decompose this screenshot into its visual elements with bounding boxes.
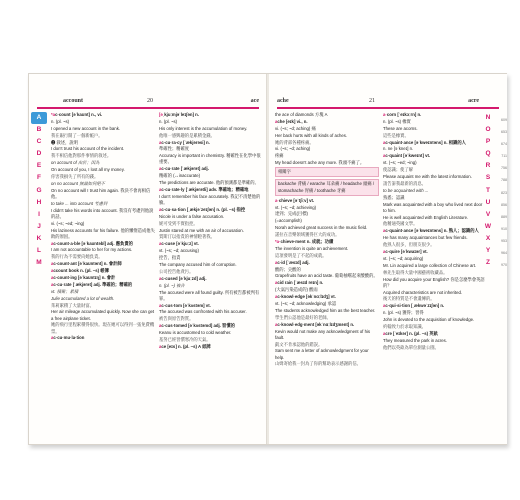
entry-line: (大氣污染造成的) 酸雨 [275, 287, 318, 293]
headword-entry: acid rain [ˈæsɪd reɪn] n. [275, 280, 324, 286]
entry-line: Norah achieved great success in the music field. [275, 225, 368, 231]
right-page [269, 74, 507, 444]
index-page-number: 609 [501, 118, 507, 122]
entry-line: 基努已經習慣寒冷的天氣。 [159, 337, 211, 342]
entry-line: Her back hurts with all kinds of aches. [275, 132, 348, 138]
entry-line: They measured the park in acres. [383, 337, 448, 343]
headword-entry: ac·count·a·ble [əˈkaʊntəbl] adj. 應負責的 [51, 240, 133, 246]
headword-entry: ac·cu·rate [ˈækjərət] adj. 準確的；精確的 [51, 281, 133, 287]
index-letter-d[interactable]: D [36, 150, 42, 158]
entry-line: (=accomplish) [275, 218, 302, 224]
headword-entry: ache [eɪk] vi., n. [275, 118, 308, 124]
index-page-number: 970 [501, 263, 507, 268]
index-letter-l[interactable]: L [37, 247, 41, 255]
index-letter-g[interactable]: G [36, 186, 42, 194]
entry-line: Please acquaint me with the latest information. [383, 174, 472, 180]
entry-line: vi. (~s; ~d; aching) [275, 146, 311, 152]
index-letter-z[interactable]: Z [486, 259, 490, 267]
entry-line: on no account 無論如何絕不 [51, 180, 105, 186]
entry-line: on account of 由於；因為 [51, 160, 100, 166]
entry-line: 請告訴我最新的消息。 [383, 180, 426, 186]
entry-line: On account of you, I lost all my money. [51, 167, 125, 173]
left-page [29, 74, 267, 444]
right-column-2 [383, 112, 485, 438]
headword-entry: ac·quire [əˈkwaɪər] vt. [383, 249, 428, 255]
entry-line: 達到；完成(目標) [275, 211, 308, 217]
entry-line: 她的背部各種疼痛。 [275, 139, 314, 145]
entry-line: These are acorns. [383, 125, 418, 131]
index-page-number: 856 [501, 202, 507, 207]
entry-line: 學生們公認他是最好的老師。 [275, 314, 331, 320]
index-letter-m[interactable]: M [36, 259, 42, 267]
right-guide-word-end: acre [468, 98, 479, 104]
headword-entry: ac·cu·sa·tion [ˌækjəˈzeɪʃən] n. (pl. ~s) 指控 [159, 206, 246, 212]
entry-line: n. (pl. ~s) [159, 118, 178, 124]
entry-line: I don't trust his account of the incident. [51, 146, 125, 152]
headword-entry: *a·chieve·ment n. 成就；功績 [275, 238, 334, 244]
index-letter-o[interactable]: O [485, 126, 491, 134]
related-words-box: backache 背痛 / earache 耳朵痛 / headache 頭痛 / stomachache 胃痛 / toothache 牙痛 [275, 179, 379, 195]
headword-entry: ac·id [ˈæsɪd] adj. [275, 259, 310, 265]
index-letter-b[interactable]: B [36, 126, 42, 134]
entry-line: His laziness accounts for his failure. 他的懶惰造成他失敗的原因。 [51, 227, 155, 239]
entry-line: vt. 積聚；累積 [51, 288, 79, 294]
index-page-number: 653 [501, 130, 507, 135]
index-letter-i[interactable]: I [38, 210, 40, 218]
entry-line: the ace of diamonds 方塊 A [275, 112, 328, 117]
headword-entry: ac·count·ing [əˈkaʊntɪŋ] n. 會計 [51, 274, 116, 280]
alphabet-index-left [31, 112, 47, 269]
right-column-1 [275, 112, 379, 438]
entry-line: 約翰致力於求取知識。 [383, 324, 426, 330]
left-guide-word: account [63, 98, 83, 104]
related-words-box: 相關字 [275, 167, 379, 177]
entry-line: 他熟人很多，但朋友很少。 [383, 242, 435, 248]
headword-entry: ac·cuse [əˈkjuːz] vt. [159, 241, 199, 247]
entry-line: How did you acquire your English? 你是怎麼學會英語的？ [383, 276, 485, 288]
entry-line: 你害我損失了所有的錢。 [51, 174, 99, 180]
entry-line: Mark was acquainted with a boy who lived next door to him. [383, 201, 483, 213]
index-letter-w[interactable]: W [484, 222, 492, 230]
entry-line: The predictions are accurate. 他的預測都是準確的。 [159, 180, 259, 186]
entry-line: 熟悉；認識 [383, 194, 405, 200]
entry-line: His only interest is the accumulation of money. [159, 125, 248, 131]
entry-line: I don't remember his face accurately. 我記不清楚他的臉。 [159, 193, 261, 205]
headword-entry: ac·cus·tomed [əˈkʌstəmd] adj. 習慣的 [159, 323, 235, 329]
headword-entry: ac·cu·rate·ly [ˈækjərətli] adv. 準確地；精確地 [159, 187, 249, 192]
headword-entry: [əˌkjuːmjəˈleɪʃən] n. [159, 112, 199, 117]
index-letter-a[interactable]: A [31, 112, 47, 124]
entry-line: 我在銀行開了一個新帳戶。 [51, 132, 103, 138]
headword-entry: ac·cused [əˈkjuːzd] adj. [159, 275, 207, 281]
entry-line: to take ... into account 考慮到 [51, 200, 108, 206]
entry-line: n. (pl. ~s) [51, 118, 70, 124]
entry-line: 他唯一感興趣的是累積金錢。 [159, 132, 215, 138]
headword-entry: ace [eɪs] n. (pl. ~s) A 紙牌 [159, 343, 211, 349]
index-page-number: 889 [501, 214, 507, 219]
entry-line: vi. (~s; ~d; aching) 痛 [275, 125, 316, 131]
entry-line: Kevin would not make any acknowledgment of his fault. [275, 328, 371, 340]
entry-line: 被告與原告對質。 [159, 316, 194, 322]
entry-line: The students acknowledged him as the best teacher. [275, 307, 376, 313]
index-letter-x[interactable]: X [485, 234, 491, 242]
entry-line: 賈斯汀以指責的神情瞪著我。 [159, 234, 215, 240]
entry-line: 疼痛 [275, 153, 284, 159]
entry-line: He has many acquaintances but few friends. [383, 235, 468, 241]
index-letter-p[interactable]: P [485, 138, 491, 146]
index-page-number: 756 [501, 166, 507, 171]
entry-line: vt. (~s; ~d; acknowledging) 承認 [275, 300, 337, 306]
left-page-header [37, 98, 259, 108]
headword-entry: a·corn [ˈeɪkɔːrn] n. [383, 112, 422, 117]
entry-line: vt. (~s; ~ed; ~ing) [383, 160, 417, 166]
entry-line: 他精通英國文學。 [383, 221, 418, 227]
entry-line: I didn't take his words into account. 我沒有考慮到他說的話。 [51, 207, 154, 219]
entry-line: 山姆寄給我一封為了你的幫助表示感謝的信。 [275, 361, 361, 367]
headword-entry: ac·cus·tom [əˈkʌstəm] vt. [159, 302, 211, 308]
right-page-number: 21 [369, 98, 375, 104]
entry-line: 諾拉在音樂領域獲得巨大的成功。 [275, 232, 340, 238]
left-column-2 [159, 112, 263, 438]
left-guide-word-end: ace [250, 98, 259, 104]
entry-line: 我不相信他對那件事情的敘述。 [51, 153, 112, 159]
header-rule [37, 107, 259, 109]
right-page-header [277, 98, 499, 108]
right-guide-word: ache [277, 98, 289, 104]
entry-line: The invention is quite an achievement. [275, 245, 349, 251]
entry-line: Grapefruits have an acid taste. 葡萄柚嚐起來酸酸的。 [275, 273, 378, 279]
entry-line: 妮可受到不實指控。 [159, 220, 198, 226]
entry-line: 我的行為不需要向她負責。 [51, 254, 103, 260]
headword-entry: ac·count·ant [əˈkaʊntənt] n. 會計師 [51, 261, 122, 267]
index-letter-y[interactable]: Y [485, 247, 491, 255]
entry-line: 他們以英畝為單位測量公園。 [383, 344, 439, 350]
entry-line: Keanu is accustomed to cold weather. [159, 330, 232, 336]
index-page-number: 823 [501, 190, 507, 195]
left-column-1 [51, 112, 155, 438]
entry-line: 使認識；使了解 [383, 167, 414, 173]
index-letter-f[interactable]: F [37, 174, 41, 182]
headword-entry: ac·qui·si·tion [ˌækwəˈzɪʃən] n. [383, 303, 445, 309]
entry-line: On no account will I trust him again. 我決不會再相信他。 [51, 187, 151, 199]
entry-line: vt. (~s; ~d; accusing) [159, 248, 199, 254]
headword-entry: ac·quaint [əˈkweɪnt] vt. [383, 153, 431, 159]
headword-entry: a·chieve [əˈtʃiːv] vt. [275, 197, 315, 203]
entry-line: 凱文不肯承認他的錯誤。 [275, 341, 323, 347]
entry-line: I am not accountable to her for my actions. [51, 247, 133, 253]
entry-line: n. ne [əˈkneɪ] n. [383, 146, 414, 152]
dictionary-book [28, 73, 507, 445]
index-letter-u[interactable]: U [485, 198, 491, 206]
entry-line: He is well acquainted with English Literature. [383, 214, 469, 220]
headword-entry: ac·cu·ra·cy [ˈækjərəsi] n. [159, 139, 210, 145]
headword-entry: ac·quaint·ance [əˈkweɪntəns] n. 相識的人 [383, 139, 466, 145]
entry-line: n. (pl. ~s) 橡實 [383, 118, 411, 124]
entry-line: to be acquainted with ... [383, 187, 429, 193]
entry-line: 準確性；精確度 [159, 146, 190, 152]
alphabet-index-right [481, 112, 495, 269]
index-page-number: 711 [501, 154, 507, 159]
entry-line: n. (pl. ~) 被告 [159, 282, 185, 288]
entry-line: Mr. Lin acquired a large collection of Chinese art. [383, 262, 477, 268]
entry-line: vi. (~s; ~ed; ~ing) [51, 220, 85, 226]
index-letter-r[interactable]: R [485, 162, 491, 170]
index-letter-t[interactable]: T [486, 186, 490, 194]
entry-line: Julie accumulated a lot of wealth. [51, 295, 115, 301]
entry-line: The company accused him of corruption. [159, 262, 237, 267]
entry-line: My head doesn't ache any more. 我頭不痛了。 [275, 160, 365, 166]
entry-line: 精確的 (↔inaccurate) [159, 173, 201, 179]
entry-line: 公司控告他貪污。 [159, 268, 194, 274]
index-letter-n[interactable]: N [485, 114, 491, 121]
index-page-number: 910 [501, 226, 507, 231]
index-page-number: 788 [501, 178, 507, 183]
entry-line: n. (pl. ~s) 獲得；習得 [383, 310, 424, 316]
index-letter-e[interactable]: E [36, 162, 42, 170]
header-rule [277, 107, 499, 109]
entry-line: 她的飛行里程累積得很快。現在她可以得到一張免費機票。 [51, 322, 155, 334]
entry-line: The accused was confronted with his accuser. [159, 309, 247, 315]
entry-line: I opened a new account in the bank. [51, 125, 121, 131]
entry-line: ❷ 敘述，說明 [51, 139, 78, 145]
entry-line: Her air mileage accumulated quickly. Now she can get a free airplane ticket. [51, 309, 155, 321]
index-page-numbers [497, 114, 507, 271]
entry-line: vt. (~s; ~d; acquiring) [383, 255, 424, 261]
index-page-number: 964 [501, 251, 507, 256]
entry-line: Accuracy is important in chemistry. 精確性在化學中很重要。 [159, 153, 261, 165]
entry-line: 後天的特質是不會遺傳的。 [383, 296, 435, 302]
index-letter-j[interactable]: J [37, 222, 41, 230]
left-page-number: 20 [147, 98, 153, 104]
index-page-number: 953 [501, 238, 507, 243]
entry-line: Acquired characteristics are not inherited. [383, 289, 463, 295]
entry-line: 這項發明是了不起的成就。 [275, 252, 327, 258]
index-letter-h[interactable]: H [36, 198, 42, 206]
headword-entry: ac·knowl·edge [əkˈnɑːlɪdʒ] vt. [275, 294, 336, 300]
entry-line: Sam sent me a letter of acknowledgment for your help. [275, 348, 369, 360]
headword-entry: acre [ˈeɪkər] n. (pl. ~s) 英畝 [383, 330, 438, 336]
index-page-number: 674 [501, 142, 507, 147]
entry-line: 酸的；尖酸的 [275, 266, 301, 272]
index-letter-q[interactable]: Q [485, 150, 491, 158]
index-letter-s[interactable]: S [485, 174, 491, 182]
entry-line: The accused were all found guilty. 所有被告都被判有罪。 [159, 289, 260, 301]
headword-entry: ac·knowl·edg·ment [əkˈnɑːlɪdʒmənt] n. [275, 321, 355, 327]
index-letter-k[interactable]: K [36, 234, 42, 242]
entry-line: 控告，指責 [159, 255, 181, 261]
index-letter-v[interactable]: V [485, 210, 491, 218]
headword-entry: *ac·count [əˈkaʊnt] n., vi. [51, 112, 103, 117]
index-letter-c[interactable]: C [36, 138, 42, 146]
entry-line: Nicole is under a false accusation. [159, 213, 225, 219]
headword-entry: ac·cu·mu·la·tion [51, 335, 85, 341]
entry-line: 茱莉累積了大量財富。 [51, 302, 94, 308]
entry-line: Justin stared at me with an air of accusation. [159, 227, 244, 233]
entry-line: John is devoted to the acquisition of knowledge. [383, 317, 475, 323]
entry-line: vt. (~s; ~d; achieving) [275, 204, 317, 210]
entry-line: 林先生取得大量中國藝術收藏品。 [383, 269, 448, 275]
entry-line: 這些是橡實。 [383, 132, 409, 138]
headword-entry: account book n. (pl. ~s) 帳簿 [51, 268, 109, 274]
headword-entry: ac·cu·rate [ˈækjərət] adj. [159, 166, 209, 172]
headword-entry: ac·quaint·ance [əˈkweɪntəns] n. 熟人；認識的人 [383, 228, 479, 234]
